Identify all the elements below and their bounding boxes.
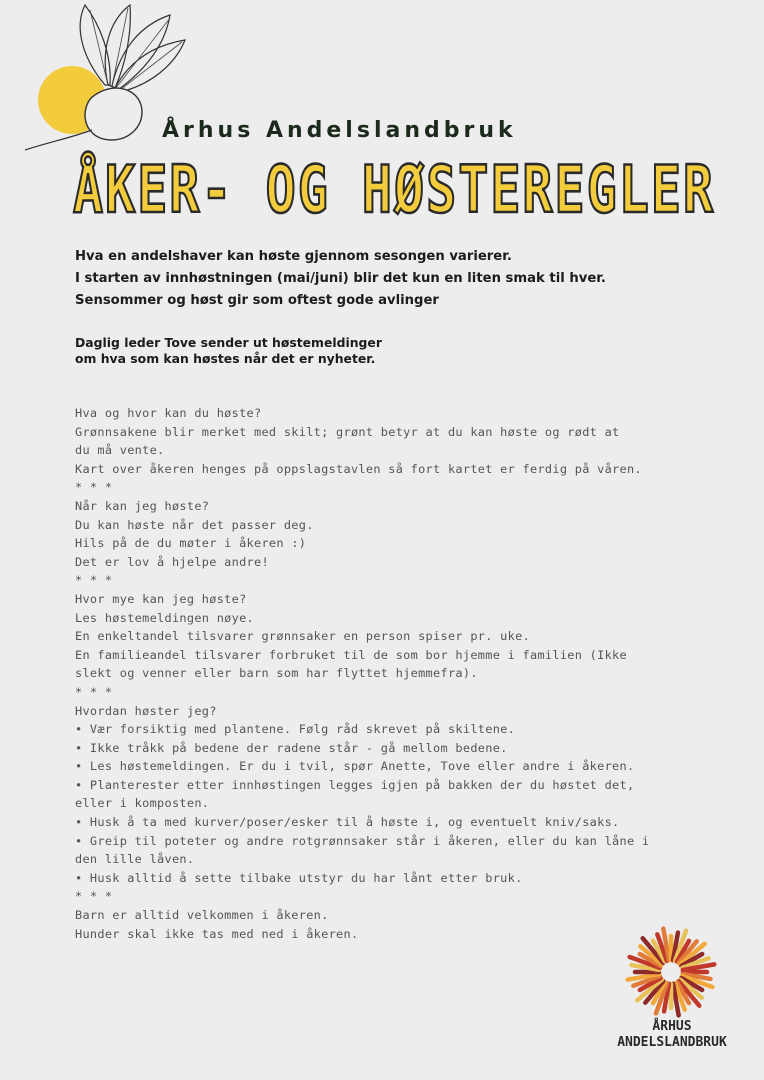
rules-line: * * * bbox=[75, 480, 113, 495]
page-title: ÅKER- OG HØSTEREGLER bbox=[73, 152, 716, 228]
rules-line: • Greip til poteter og andre rotgrønnsaker står i åkeren, eller du kan låne i bbox=[75, 833, 650, 848]
intro-section bbox=[75, 246, 735, 312]
rules-line: * * * bbox=[75, 889, 113, 904]
rules-line: Barn er alltid velkommen i åkeren. bbox=[75, 908, 329, 923]
rules-line: En enkeltandel tilsvarer grønnsaker en person spiser pr. uke. bbox=[75, 629, 530, 644]
organization-subtitle: Århus Andelslandbruk bbox=[162, 118, 517, 143]
rules-line: Hvordan høster jeg? bbox=[75, 703, 217, 718]
rules-line: den lille låven. bbox=[75, 852, 195, 867]
intro-line: I starten av innhøstningen (mai/juni) blir det kun en liten smak til hver. bbox=[75, 271, 606, 286]
rules-line: Les høstemeldingen nøye. bbox=[75, 610, 255, 625]
rules-line: • Les høstemeldingen. Er du i tvil, spør Anette, Tove eller andre i åkeren. bbox=[75, 759, 635, 774]
rules-line: • Vær forsiktig med plantene. Følg råd skrevet på skiltene. bbox=[75, 722, 516, 737]
rules-line: • Planterester etter innhøstingen legges igjen på bakken der du høstet det, bbox=[75, 777, 635, 792]
rules-line: Når kan jeg høste? bbox=[75, 498, 210, 513]
rules-body bbox=[75, 404, 715, 943]
rules-line: slekt og venner eller barn som har flyttet hjemmefra). bbox=[75, 666, 478, 681]
rules-line: • Husk å ta med kurver/poser/esker til å høste i, og eventuelt kniv/saks. bbox=[75, 815, 620, 830]
rules-line: Det er lov å hjelpe andre! bbox=[75, 554, 269, 569]
logo-text bbox=[596, 1019, 748, 1051]
manager-note bbox=[75, 335, 675, 367]
rules-line: • Ikke tråkk på bedene der radene står - gå mellom bedene. bbox=[75, 740, 508, 755]
rules-line: * * * bbox=[75, 573, 113, 588]
rules-line: Hils på de du møter i åkeren :) bbox=[75, 536, 307, 551]
logo-line-1: ÅRHUS bbox=[652, 1019, 692, 1034]
rules-line: Grønnsakene blir merket med skilt; grønt betyr at du kan høste og rødt at bbox=[75, 424, 620, 439]
rules-line: Kart over åkeren henges på oppslagstavlen så fort kartet er ferdig på våren. bbox=[75, 461, 642, 476]
manager-note-line: om hva som kan høstes når det er nyheter. bbox=[75, 351, 376, 366]
rules-line: Du kan høste når det passer deg. bbox=[75, 517, 314, 532]
rules-line: Hva og hvor kan du høste? bbox=[75, 406, 262, 420]
rules-line: • Husk alltid å sette tilbake utstyr du har lånt etter bruk. bbox=[75, 870, 523, 885]
intro-line: Hva en andelshaver kan høste gjennom sesongen varierer. bbox=[75, 249, 512, 264]
rules-line: Hunder skal ikke tas med ned i åkeren. bbox=[75, 926, 359, 941]
rules-line: Hvor mye kan jeg høste? bbox=[75, 591, 247, 606]
rules-line: du må vente. bbox=[75, 443, 165, 458]
rules-line: En familieandel tilsvarer forbruket til de som bor hjemme i familien (Ikke bbox=[75, 647, 627, 662]
logo-line-2: ANDELSLANDBRUK bbox=[617, 1035, 727, 1050]
intro-line: Sensommer og høst gir som oftest gode avlinger bbox=[75, 293, 439, 308]
rules-line: * * * bbox=[75, 684, 113, 699]
rules-line: eller i komposten. bbox=[75, 796, 210, 811]
manager-note-line: Daglig leder Tove sender ut høstemeldinger bbox=[75, 335, 382, 350]
